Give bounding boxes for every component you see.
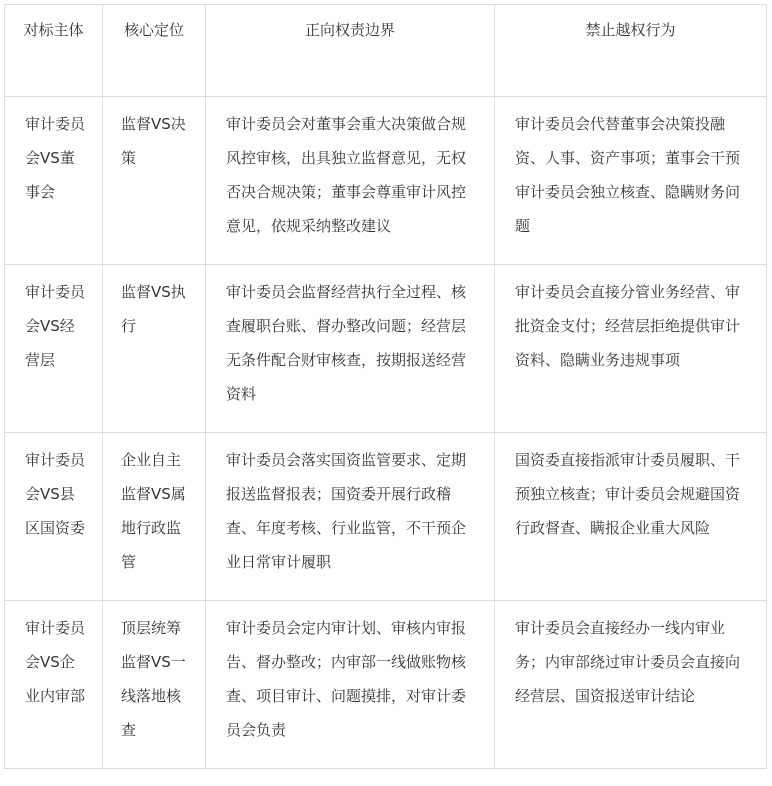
header-prohibited: 禁止越权行为 [495,5,767,97]
table-row [5,601,767,769]
cell-prohibited: 审计委员会直接经办一线内审业务；内审部绕过审计委员会直接向经营层、国资报送审计结论 [495,601,767,769]
cell-position: 监督VS决策 [103,97,206,265]
table-row [5,97,767,265]
cell-position: 监督VS执行 [103,265,206,433]
authority-boundary-table-wrapper [4,4,767,769]
header-boundary: 正向权责边界 [206,5,495,97]
cell-position: 企业自主监督VS属地行政监管 [103,433,206,601]
header-position: 核心定位 [103,5,206,97]
cell-boundary: 审计委员会监督经营执行全过程、核查履职台账、督办整改问题；经营层无条件配合财审核查，按期报送经营资料 [206,265,495,433]
cell-subject: 审计委员会VS县区国资委 [5,433,103,601]
cell-boundary: 审计委员会落实国资监管要求、定期报送监督报表；国资委开展行政稽查、年度考核、行业监管，不干预企业日常审计履职 [206,433,495,601]
cell-prohibited: 国资委直接指派审计委员履职、干预独立核查；审计委员会规避国资行政督查、瞒报企业重大风险 [495,433,767,601]
cell-subject: 审计委员会VS经营层 [5,265,103,433]
table-row [5,433,767,601]
cell-prohibited: 审计委员会代替董事会决策投融资、人事、资产事项；董事会干预审计委员会独立核查、隐瞒财务问题 [495,97,767,265]
authority-boundary-table [4,4,767,769]
cell-position: 顶层统筹监督VS一线落地核查 [103,601,206,769]
header-subject: 对标主体 [5,5,103,97]
table-header-row [5,5,767,97]
cell-boundary: 审计委员会对董事会重大决策做合规风控审核，出具独立监督意见，无权否决合规决策；董事会尊重审计风控意见，依规采纳整改建议 [206,97,495,265]
cell-prohibited: 审计委员会直接分管业务经营、审批资金支付；经营层拒绝提供审计资料、隐瞒业务违规事项 [495,265,767,433]
cell-subject: 审计委员会VS董事会 [5,97,103,265]
cell-boundary: 审计委员会定内审计划、审核内审报告、督办整改；内审部一线做账物核查、项目审计、问题摸排，对审计委员会负责 [206,601,495,769]
table-row [5,265,767,433]
cell-subject: 审计委员会VS企业内审部 [5,601,103,769]
